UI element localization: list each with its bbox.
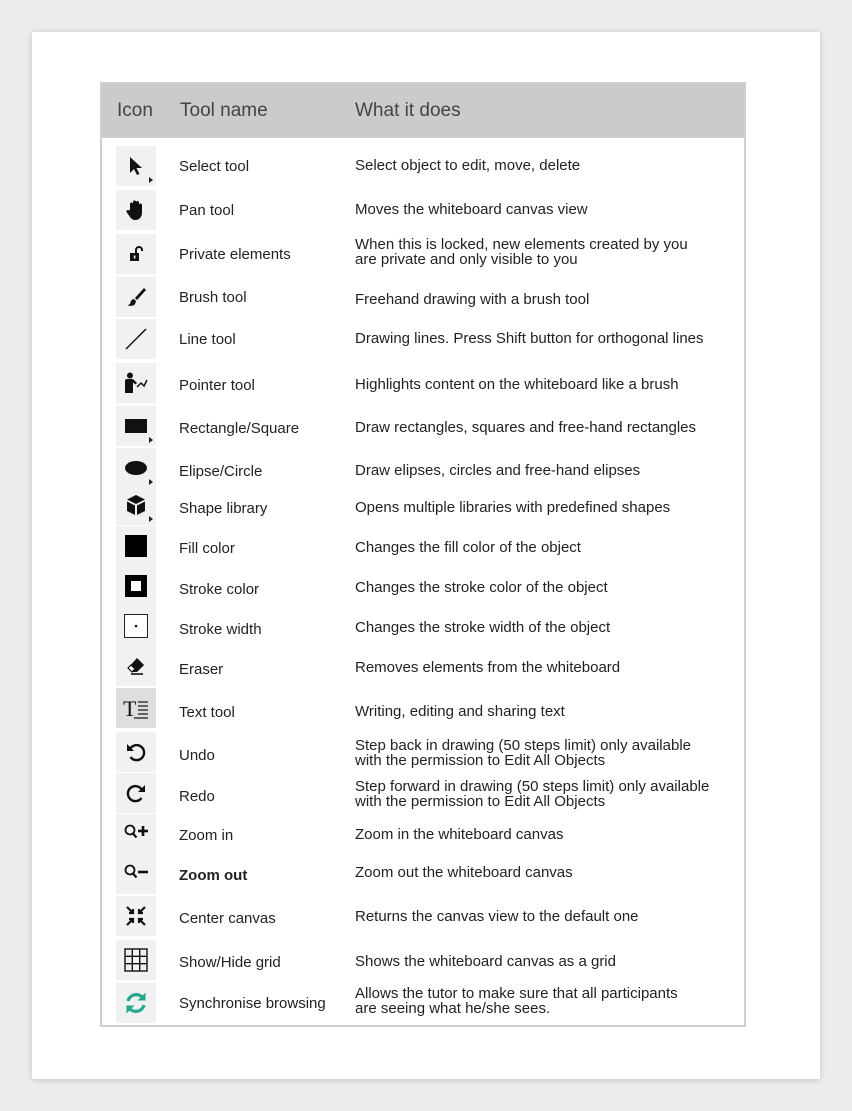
cube-icon	[116, 485, 156, 525]
tool-name: Eraser	[179, 661, 224, 678]
paint-brush-icon	[116, 277, 156, 317]
undo-icon	[116, 732, 156, 772]
tool-name: Brush tool	[179, 289, 247, 306]
tool-description: Changes the fill color of the object	[355, 539, 581, 556]
table-header	[102, 84, 744, 138]
grid-icon	[116, 940, 156, 980]
tool-name: Select tool	[179, 158, 250, 175]
tool-description: Allows the tutor to make sure that all participants	[355, 985, 678, 1002]
table-row	[102, 448, 744, 488]
tool-description: Changes the stroke width of the object	[355, 619, 611, 636]
table-row	[102, 566, 744, 606]
table-row	[102, 732, 744, 772]
sync-icon	[116, 983, 156, 1023]
tool-description-line2: with the permission to Edit All Objects	[355, 793, 606, 810]
tool-name: Pan tool	[179, 202, 235, 219]
tool-description: Opens multiple libraries with predefined shapes	[355, 499, 671, 516]
cursor-arrow-icon	[116, 146, 156, 186]
table-row	[102, 319, 744, 359]
tool-name: Fill color	[179, 540, 235, 557]
tool-description: Removes elements from the whiteboard	[355, 659, 621, 676]
tool-name: Stroke color	[179, 581, 260, 598]
tool-name: Stroke width	[179, 621, 262, 638]
tool-name: Rectangle/Square	[179, 420, 300, 437]
text-icon	[116, 688, 156, 728]
tool-description: Draw rectangles, squares and free-hand rectangles	[355, 419, 697, 436]
document-page	[32, 32, 820, 1079]
tool-description: Moves the whiteboard canvas view	[355, 201, 588, 218]
tool-description-line2: are private and only visible to you	[355, 251, 578, 268]
eraser-icon	[116, 646, 156, 686]
diagonal-line-icon	[116, 319, 156, 359]
table-row	[102, 485, 744, 525]
tool-description: Draw elipses, circles and free-hand elipses	[355, 462, 641, 479]
hand-icon	[116, 190, 156, 230]
center-compress-icon	[116, 896, 156, 936]
tool-description-line2: with the permission to Edit All Objects	[355, 752, 606, 769]
tool-description-line2: are seeing what he/she sees.	[355, 1000, 551, 1017]
tools-table	[100, 82, 746, 1027]
tool-name: Zoom out	[179, 867, 248, 884]
table-row	[102, 190, 744, 230]
svg-text:T: T	[123, 696, 137, 720]
tool-description: Step back in drawing (50 steps limit) only available	[355, 737, 691, 754]
tool-name: Redo	[179, 788, 215, 805]
unlocked-padlock-icon	[116, 234, 156, 274]
header-tool-name: Tool name	[180, 100, 268, 121]
tool-description: Highlights content on the whiteboard like a brush	[355, 376, 679, 393]
tool-description: Zoom in the whiteboard canvas	[355, 826, 564, 843]
table-row	[102, 940, 744, 980]
table-row	[102, 688, 744, 728]
tool-name: Show/Hide grid	[179, 954, 281, 971]
table-row	[102, 406, 744, 446]
redo-icon	[116, 773, 156, 813]
tool-description: Returns the canvas view to the default one	[355, 908, 639, 925]
stroke-square-icon	[116, 566, 156, 606]
table-row	[102, 814, 744, 854]
tool-description: Drawing lines. Press Shift button for orthogonal lines	[355, 330, 704, 347]
tool-description: Writing, editing and sharing text	[355, 703, 565, 720]
table-row	[102, 232, 744, 276]
table-row	[102, 606, 744, 646]
stroke-width-dot-icon	[116, 606, 156, 646]
tool-description: Changes the stroke color of the object	[355, 579, 608, 596]
table-row	[102, 146, 744, 186]
tool-name: Text tool	[179, 704, 235, 721]
tool-name: Center canvas	[179, 910, 276, 927]
presenter-pointer-icon	[116, 363, 156, 403]
table-row	[102, 363, 744, 403]
tool-name: Elipse/Circle	[179, 463, 263, 480]
tool-description: Shows the whiteboard canvas as a grid	[355, 953, 616, 970]
tool-name: Zoom in	[179, 827, 234, 844]
tool-name: Private elements	[179, 246, 291, 263]
tool-description: When this is locked, new elements created by you	[355, 236, 688, 253]
table-row	[102, 277, 744, 317]
header-what-it-does: What it does	[355, 100, 461, 121]
tool-name: Line tool	[179, 331, 236, 348]
table-row	[102, 896, 744, 936]
tool-description: Step forward in drawing (50 steps limit) only available	[355, 778, 710, 795]
tool-description: Select object to edit, move, delete	[355, 157, 581, 174]
fill-square-icon	[116, 526, 156, 566]
tool-description: Zoom out the whiteboard canvas	[355, 864, 573, 881]
table-row	[102, 773, 744, 813]
rectangle-icon	[116, 406, 156, 446]
header-icon: Icon	[117, 100, 153, 121]
tool-name: Undo	[179, 747, 215, 764]
ellipse-icon	[116, 448, 156, 488]
table-row	[102, 646, 744, 686]
table-row	[102, 981, 744, 1025]
zoom-in-icon	[116, 814, 156, 854]
tool-description: Freehand drawing with a brush tool	[355, 291, 590, 308]
tool-name: Shape library	[179, 500, 268, 517]
table-row	[102, 854, 744, 894]
tool-name: Synchronise browsing	[179, 995, 326, 1012]
zoom-out-icon	[116, 854, 156, 894]
table-row	[102, 526, 744, 566]
tool-name: Pointer tool	[179, 377, 255, 394]
